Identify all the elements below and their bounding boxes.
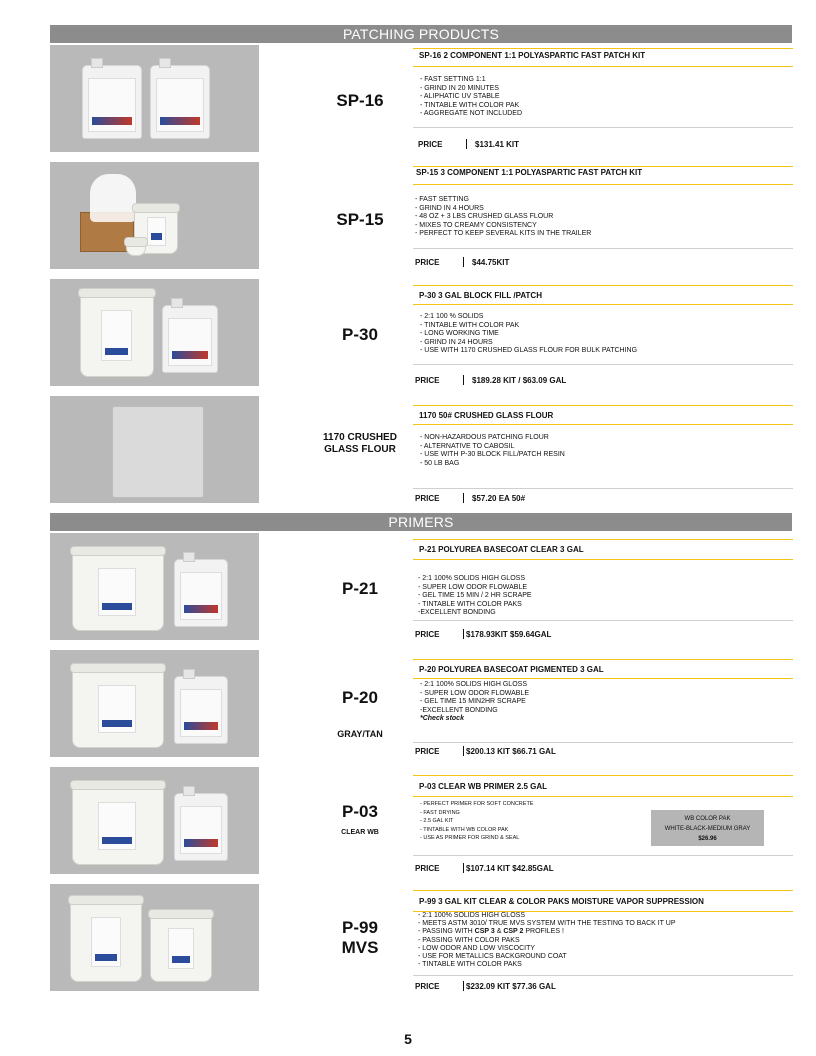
product-row-p03 <box>50 767 792 874</box>
product-title: SP-15 3 COMPONENT 1:1 POLYASPARTIC FAST PATCH KIT <box>416 168 643 177</box>
product-row-1170 <box>50 396 792 503</box>
price-value: $57.20 EA 50# <box>472 494 526 503</box>
product-row-sp15 <box>50 162 792 269</box>
stock-note: *Check stock <box>420 715 464 723</box>
page-number: 5 <box>404 1031 412 1047</box>
feature-list: - 2:1 100% SOLIDS HIGH GLOSS - MEETS ASTM 3010/ TRUE MVS SYSTEM WITH THE TESTING TO BACK IT UP - PASSING WITH CSP 3 & CSP 2 PROFILES ! - PASSING WITH COLOR PAKS - LOW ODOR AND LOW VISCOCITY - USE FOR METALLICS BACKGROUND COAT - TINTABLE WITH COLOR PAKS <box>418 912 676 969</box>
price-value: $189.28 KIT / $63.09 GAL <box>472 376 567 385</box>
price-value: $44.75KIT <box>472 258 510 267</box>
product-title: P-20 POLYUREA BASECOAT PIGMENTED 3 GAL <box>419 665 604 674</box>
product-photo-p03 <box>50 767 259 874</box>
product-row-p20 <box>50 650 792 757</box>
product-code: SP-15 <box>336 210 384 229</box>
product-code: P-21 <box>342 579 378 598</box>
product-row-p30 <box>50 279 792 386</box>
price-line: PRICE $107.14 KIT $42.85GAL <box>415 864 554 873</box>
product-row-p99 <box>50 884 792 991</box>
product-code: SP-16 <box>336 91 384 110</box>
product-code: P-03 <box>342 802 378 821</box>
section-header-patching-products: PATCHING PRODUCTS <box>50 25 792 43</box>
feature-list: - FAST SETTING - GRIND IN 4 HOURS - 48 OZ + 3 LBS CRUSHED GLASS FLOUR - MIXES TO CREAMY CONSISTENCY - PERFECT TO KEEP SEVERAL KITS IN THE TRAILER <box>415 196 592 238</box>
feature-list: - 2:1 100% SOLIDS HIGH GLOSS - SUPER LOW ODOR FLOWABLE - GEL TIME 15 MIN2HR SCRAPE -EXCELLENT BONDING *Check stock <box>420 681 530 723</box>
price-value: $131.41 KIT <box>475 140 520 149</box>
product-title: P-21 POLYUREA BASECOAT CLEAR 3 GAL <box>419 545 584 554</box>
product-code: P-99 MVS <box>341 918 379 957</box>
product-title: SP-16 2 COMPONENT 1:1 POLYASPARTIC FAST PATCH KIT <box>419 51 646 60</box>
price-line: PRICE $57.20 EA 50# <box>415 494 526 503</box>
product-photo-p21 <box>50 533 259 640</box>
product-row-sp16 <box>50 45 792 152</box>
price-line: PRICE $131.41 KIT <box>418 140 520 149</box>
price-value: $200.13 KIT $66.71 GAL <box>466 747 556 756</box>
price-line: PRICE $189.28 KIT / $63.09 GAL <box>415 376 567 385</box>
product-variant: GRAY/TAN <box>337 729 383 739</box>
wb-color-pak-box: WB COLOR PAK WHITE-BLACK-MEDIUM GRAY $26.96 <box>651 810 764 846</box>
feature-list: - FAST SETTING 1:1 - GRIND IN 20 MINUTES - ALIPHATIC UV STABLE - TINTABLE WITH COLOR PAK - AGGREGATE NOT INCLUDED <box>420 76 523 118</box>
price-line: PRICE $232.09 KIT $77.36 GAL <box>415 982 556 991</box>
price-line: PRICE $44.75KIT <box>415 258 510 267</box>
price-line: PRICE $178.93KIT $59.64GAL <box>415 630 552 639</box>
product-variant: CLEAR WB <box>341 829 379 836</box>
product-code: 1170 CRUSHED GLASS FLOUR <box>323 432 397 455</box>
product-photo-p99 <box>50 884 259 991</box>
product-code: P-30 <box>342 325 378 344</box>
feature-list: - 2:1 100 % SOLIDS - TINTABLE WITH COLOR PAK - LONG WORKING TIME - GRIND IN 24 HOURS - USE WITH 1170 CRUSHED GLASS FLOUR FOR BULK PATCHING <box>420 313 638 355</box>
price-line: PRICE $200.13 KIT $66.71 GAL <box>415 747 556 756</box>
section-header-primers: PRIMERS <box>50 513 792 531</box>
product-code: P-20 <box>342 688 378 707</box>
price-value: $107.14 KIT $42.85GAL <box>466 864 554 873</box>
product-photo-p20 <box>50 650 259 757</box>
product-photo-p30 <box>50 279 259 386</box>
product-photo-sp15 <box>50 162 259 269</box>
feature-list: - PERFECT PRIMER FOR SOFT CONCRETE - FAST DRYING - 2.5 GAL KIT - TINTABLE WITH WB COLOR PAK - USE AS PRIMER FOR GRIND & SEAL <box>420 801 534 842</box>
price-value: $178.93KIT $59.64GAL <box>466 630 552 639</box>
feature-list: - 2:1 100% SOLIDS HIGH GLOSS - SUPER LOW ODOR FLOWABLE - GEL TIME 15 MIN / 2 HR SCRAPE - TINTABLE WITH COLOR PAKS -EXCELLENT BONDING <box>418 575 532 617</box>
product-row-p21 <box>50 533 792 640</box>
price-value: $232.09 KIT $77.36 GAL <box>466 982 556 991</box>
feature-list: - NON-HAZARDOUS PATCHING FLOUR - ALTERNATIVE TO CABOSIL - USE WITH P-30 BLOCK FILL/PATCH RESIN - 50 LB BAG <box>420 434 565 467</box>
product-photo-sp16 <box>50 45 259 152</box>
product-title: P-99 3 GAL KIT CLEAR & COLOR PAKS MOISTURE VAPOR SUPPRESSION <box>419 897 704 906</box>
product-title: P-30 3 GAL BLOCK FILL /PATCH <box>419 291 542 300</box>
product-title: P-03 CLEAR WB PRIMER 2.5 GAL <box>419 782 548 791</box>
product-title: 1170 50# CRUSHED GLASS FLOUR <box>419 411 554 420</box>
product-photo-1170 <box>50 396 259 503</box>
